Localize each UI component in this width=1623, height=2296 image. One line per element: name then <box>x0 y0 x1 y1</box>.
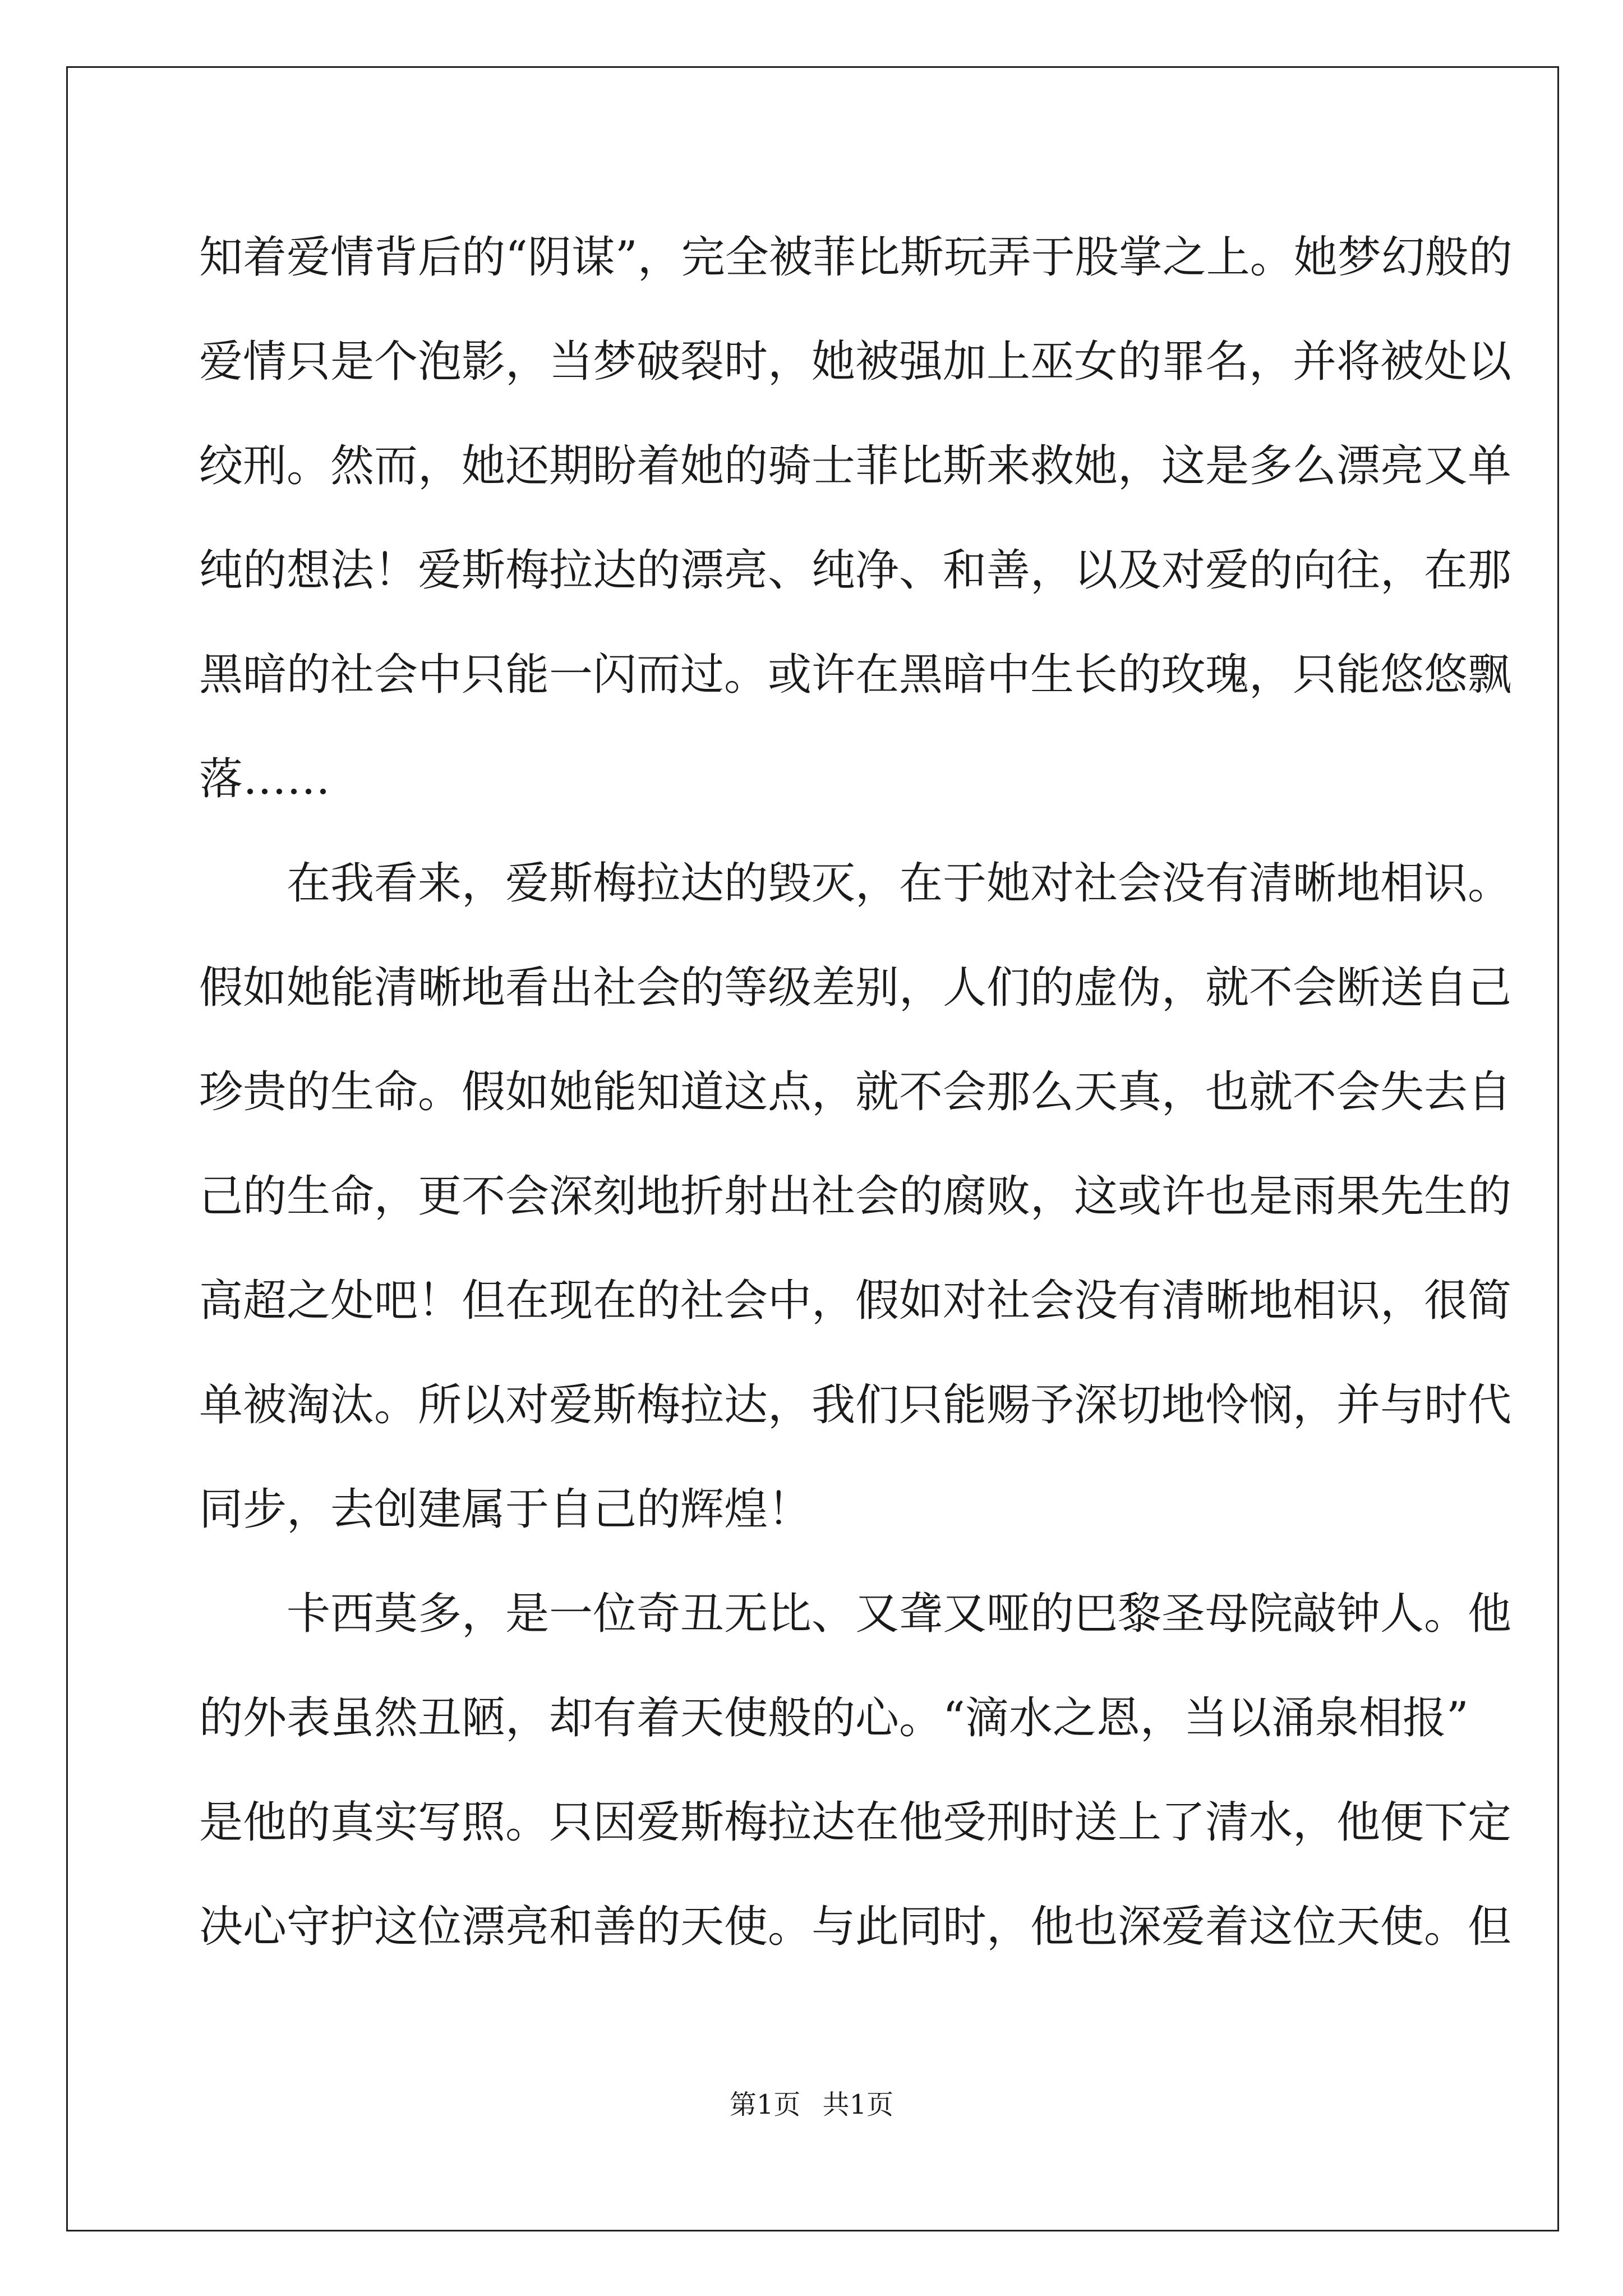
text-line: 黑暗的社会中只能一闪而过。或许在黑暗中生长的玫瑰，只能悠悠飘 <box>199 650 1512 700</box>
text-line: 决心守护这位漂亮和善的天使。与此同时，他也深爱着这位天使。但 <box>199 1902 1512 1952</box>
text-line: 卡西莫多，是一位奇丑无比、又聋又哑的巴黎圣母院敲钟人。他 <box>287 1589 1512 1639</box>
text-line: 在我看来，爱斯梅拉达的毁灭，在于她对社会没有清晰地相识。 <box>287 858 1512 909</box>
text-line: 纯的想法！爱斯梅拉达的漂亮、纯净、和善，以及对爱的向往，在那 <box>199 545 1512 596</box>
document-body <box>199 205 1513 1979</box>
text-line: 爱情只是个泡影，当梦破裂时，她被强加上巫女的罪名，并将被处以 <box>199 337 1512 387</box>
text-line: 落…… <box>199 754 331 804</box>
page-footer <box>0 2088 1623 2122</box>
text-line: 知着爱情背后的“阴谋”，完全被菲比斯玩弄于股掌之上。她梦幻般的 <box>199 232 1513 283</box>
text-line: 单被淘汰。所以对爱斯梅拉达，我们只能赐予深切地怜悯，并与时代 <box>199 1380 1512 1430</box>
text-line: 珍贵的生命。假如她能知道这点，就不会那么天真，也就不会失去自 <box>199 1067 1512 1117</box>
page-total: 共1页 <box>822 2089 894 2120</box>
text-line: 的外表虽然丑陋，却有着天使般的心。“滴水之恩，当以涌泉相报” <box>199 1693 1469 1743</box>
text-line: 绞刑。然而，她还期盼着她的骑士菲比斯来救她，这是多么漂亮又单 <box>199 441 1512 491</box>
text-line: 同步，去创建属于自己的辉煌！ <box>199 1484 812 1535</box>
text-line: 己的生命，更不会深刻地折射出社会的腐败，这或许也是雨果先生的 <box>199 1171 1512 1222</box>
text-line: 高超之处吧！但在现在的社会中，假如对社会没有清晰地相识，很简 <box>199 1276 1512 1326</box>
text-line: 是他的真实写照。只因爱斯梅拉达在他受刑时送上了清水，他便下定 <box>199 1797 1512 1848</box>
text-line: 假如她能清晰地看出社会的等级差别，人们的虚伪，就不会断送自己 <box>199 963 1512 1013</box>
page-number: 第1页 <box>729 2089 801 2120</box>
